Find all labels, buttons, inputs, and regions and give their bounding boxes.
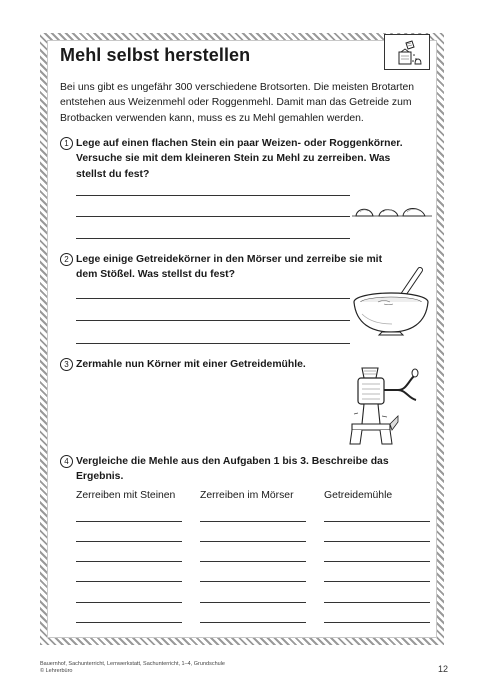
mortar-and-pestle-icon [352,262,432,341]
footer-line-1: Bauernhof, Sachunterricht, Lernwerkstatt, Sachunterricht, 1–4, Grundschule [40,661,225,667]
column-header-mortar: Zerreiben im Mörser [200,490,294,501]
answer-line[interactable] [324,561,430,562]
answer-line[interactable] [200,541,306,542]
answer-line[interactable] [200,581,306,582]
answer-line[interactable] [200,521,306,522]
answer-line[interactable] [76,521,182,522]
page-title: Mehl selbst herstellen [60,45,251,65]
answer-line[interactable] [76,622,182,623]
task-text: Lege auf einen flachen Stein ein paar Weizen- oder Roggenkörner. Versuche sie mit dem kleineren Stein zu Mehl zu zerreiben. Was stellst du fest? [76,138,403,180]
footer-credits [40,661,225,675]
answer-line[interactable] [324,602,430,603]
column-header-mill: Getreidemühle [324,490,393,501]
answer-line[interactable] [76,320,350,321]
task-number: 4 [60,455,73,468]
task-text: Lege einige Getreidekörner in den Mörser und zerreibe sie mit dem Stößel. Was stellst du fest? [76,254,383,281]
answer-line[interactable] [324,622,430,623]
answer-line[interactable] [76,343,350,344]
intro-text: Bei uns gibt es ungefähr 300 verschiedene Brotsorten. Die meisten Brotarten entstehen aus Weizenmehl oder Roggenmehl. Damit man das Getreide zum Brotbacken verwenden kann, muss es zu Mehl gemahlen werden. [60,82,415,124]
answer-line[interactable] [200,602,306,603]
answer-line[interactable] [324,521,430,522]
answer-line[interactable] [76,238,350,239]
answer-line[interactable] [76,298,350,299]
flour-bag-icon [384,34,430,70]
footer-line-2: © Lehrerbüro [40,668,73,674]
task-text: Vergleiche die Mehle aus den Aufgaben 1 bis 3. Beschreibe das Ergebnis. [76,456,389,483]
task-number: 1 [60,137,73,150]
answer-line[interactable] [76,581,182,582]
task-number: 3 [60,358,73,371]
task-text: Zermahle nun Körner mit einer Getreidemühle. [76,359,306,370]
page-number: 12 [438,664,449,674]
column-header-stones: Zerreiben mit Steinen [76,490,176,501]
answer-line[interactable] [200,561,306,562]
answer-line[interactable] [324,581,430,582]
answer-line[interactable] [76,541,182,542]
answer-line[interactable] [76,602,182,603]
answer-line[interactable] [200,622,306,623]
answer-line[interactable] [76,216,350,217]
answer-line[interactable] [76,195,350,196]
grain-mill-icon [344,362,428,453]
stones-icon [352,200,432,225]
answer-line[interactable] [76,561,182,562]
task-number: 2 [60,253,73,266]
answer-line[interactable] [324,541,430,542]
